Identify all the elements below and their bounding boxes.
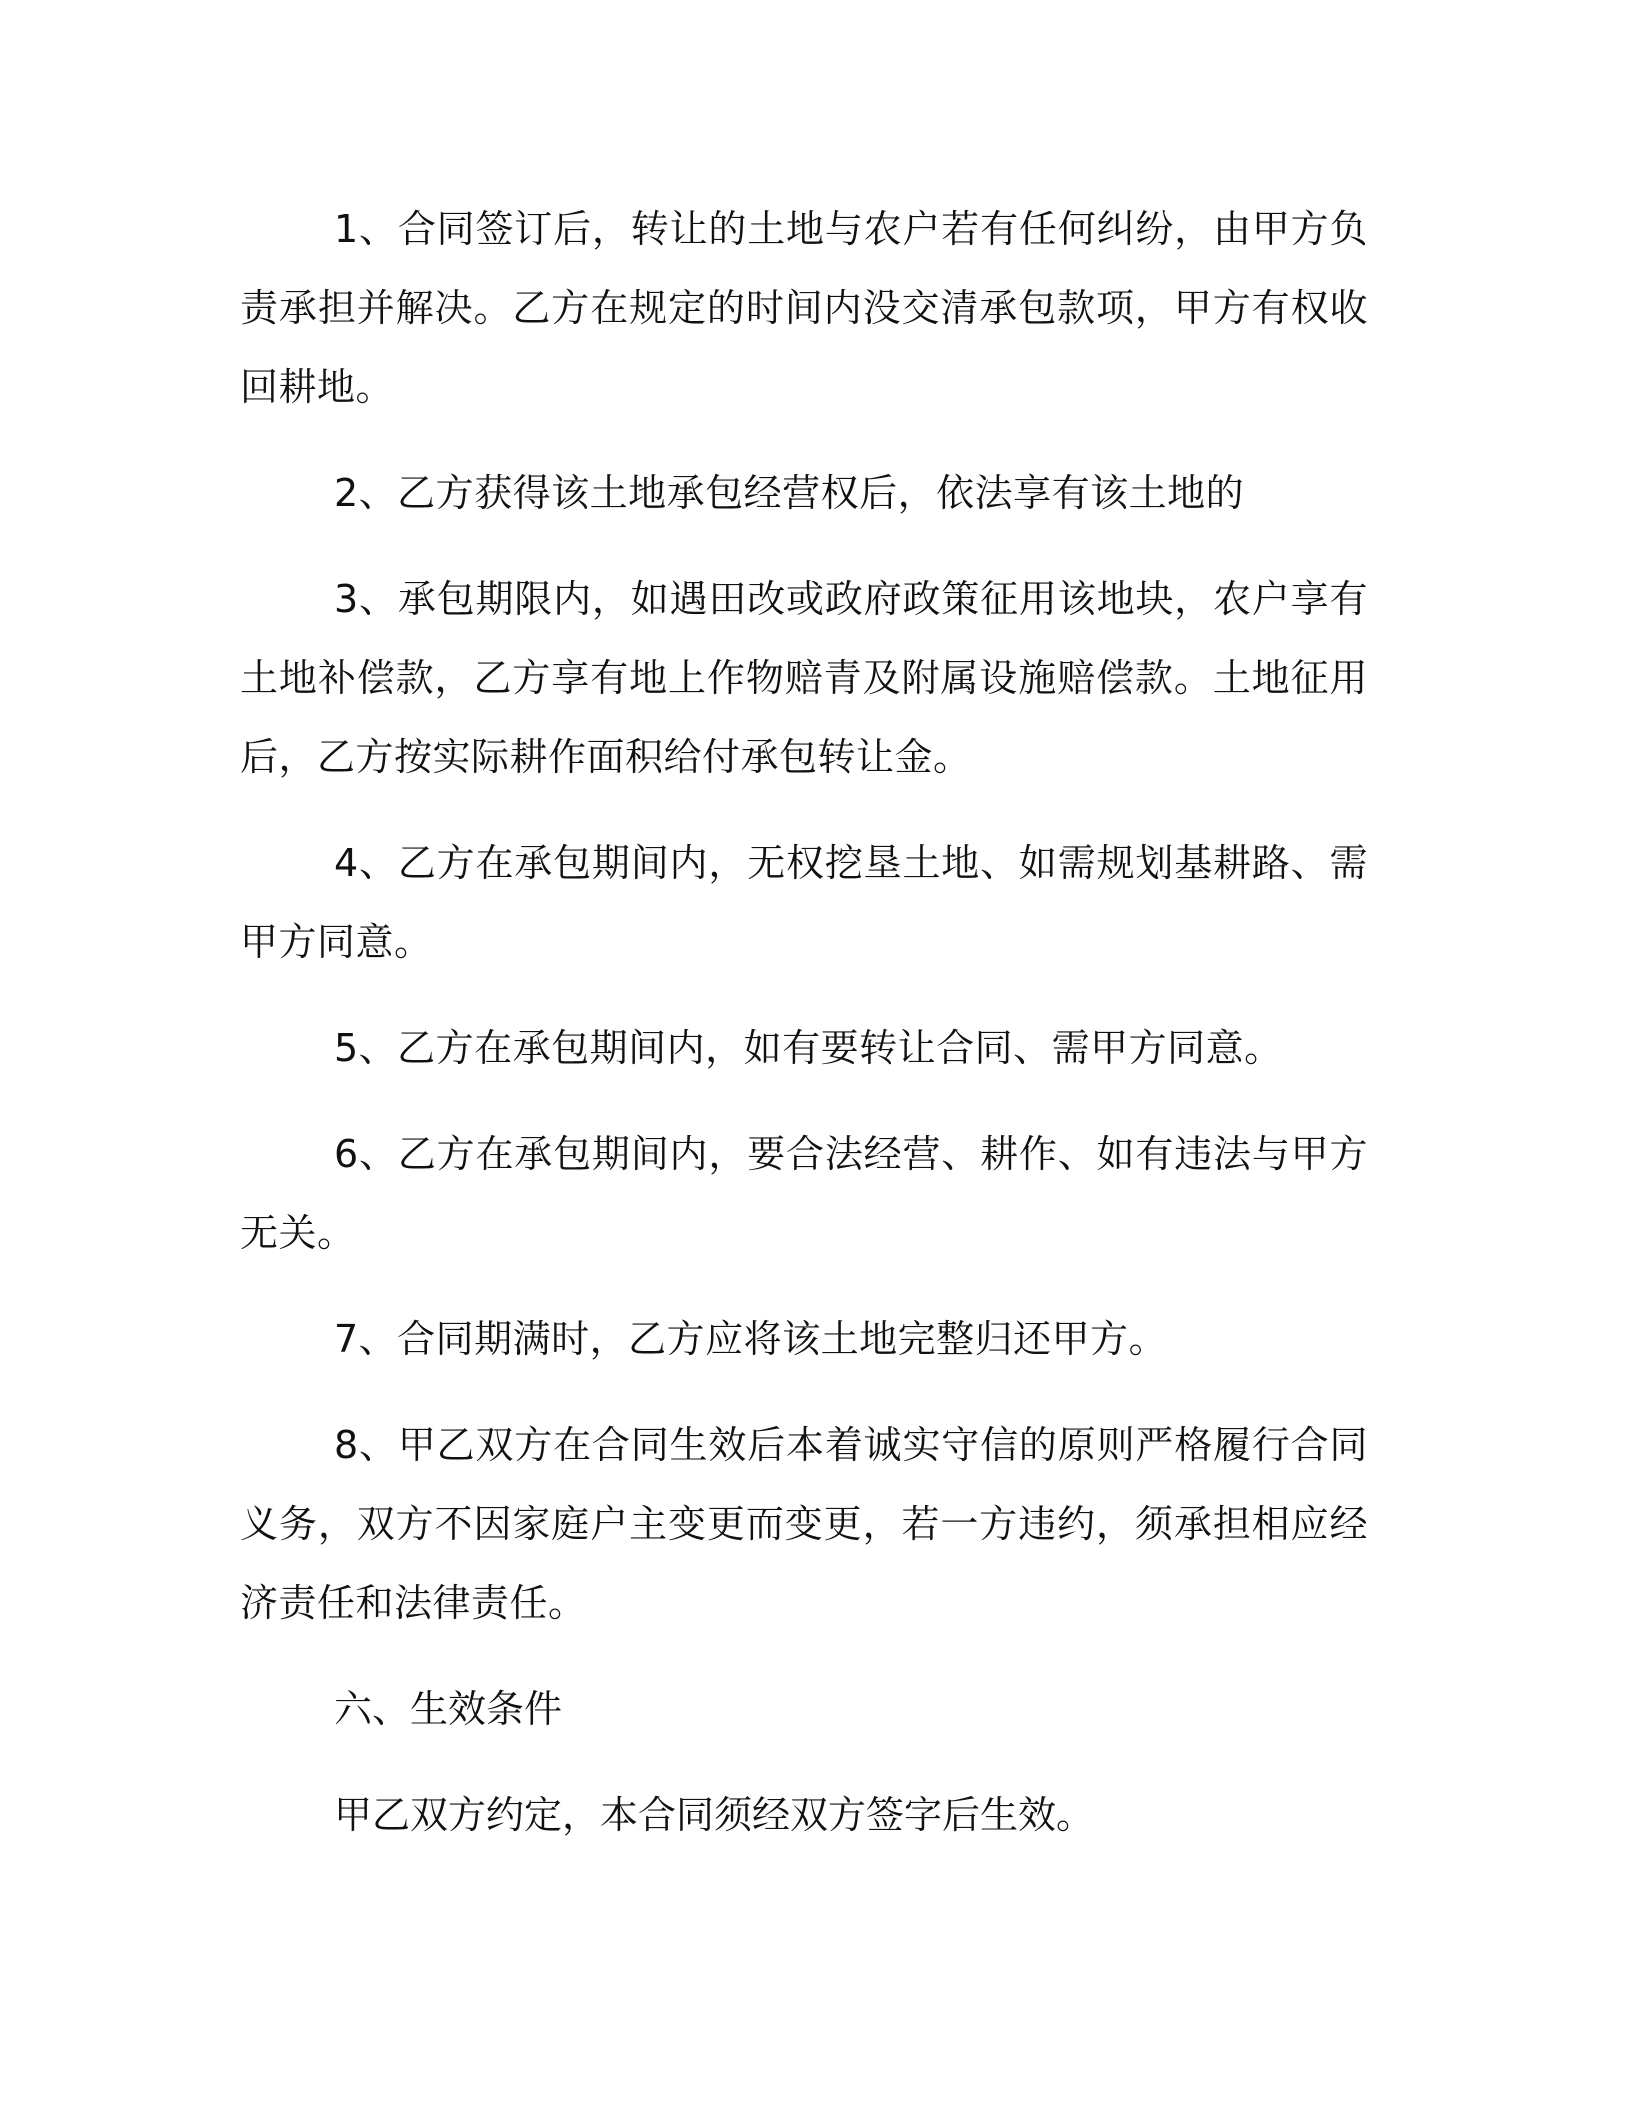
- clause-5: 5、乙方在承包期间内，如有要转让合同、需甲方同意。: [334, 1026, 1283, 1070]
- clause-2: 2、乙方获得该土地承包经营权后，依法享有该土地的: [334, 471, 1245, 515]
- clause-1: 1、合同签订后，转让的土地与农户若有任何纠纷，由甲方负责承担并解决。乙方在规定的时间内没交清承包款项，甲方有权收回耕地。: [240, 207, 1368, 409]
- document-page: [240, 190, 1368, 1855]
- section-text: 甲乙双方约定，本合同须经双方签字后生效。: [334, 1793, 1095, 1837]
- clause-3: 3、承包期限内，如遇田改或政府政策征用该地块，农户享有土地补偿款，乙方享有地上作物赔青及附属设施赔偿款。土地征用后，乙方按实际耕作面积给付承包转让金。: [240, 577, 1368, 779]
- clause-6: 6、乙方在承包期间内，要合法经营、耕作、如有违法与甲方无关。: [240, 1132, 1368, 1255]
- clause-8: 8、甲乙双方在合同生效后本着诚实守信的原则严格履行合同义务，双方不因家庭户主变更而变更，若一方违约，须承担相应经济责任和法律责任。: [240, 1423, 1368, 1625]
- clause-4: 4、乙方在承包期间内，无权挖垦土地、如需规划基耕路、需甲方同意。: [240, 841, 1368, 964]
- section-heading: 六、生效条件: [334, 1687, 563, 1731]
- clause-7: 7、合同期满时，乙方应将该土地完整归还甲方。: [334, 1317, 1168, 1361]
